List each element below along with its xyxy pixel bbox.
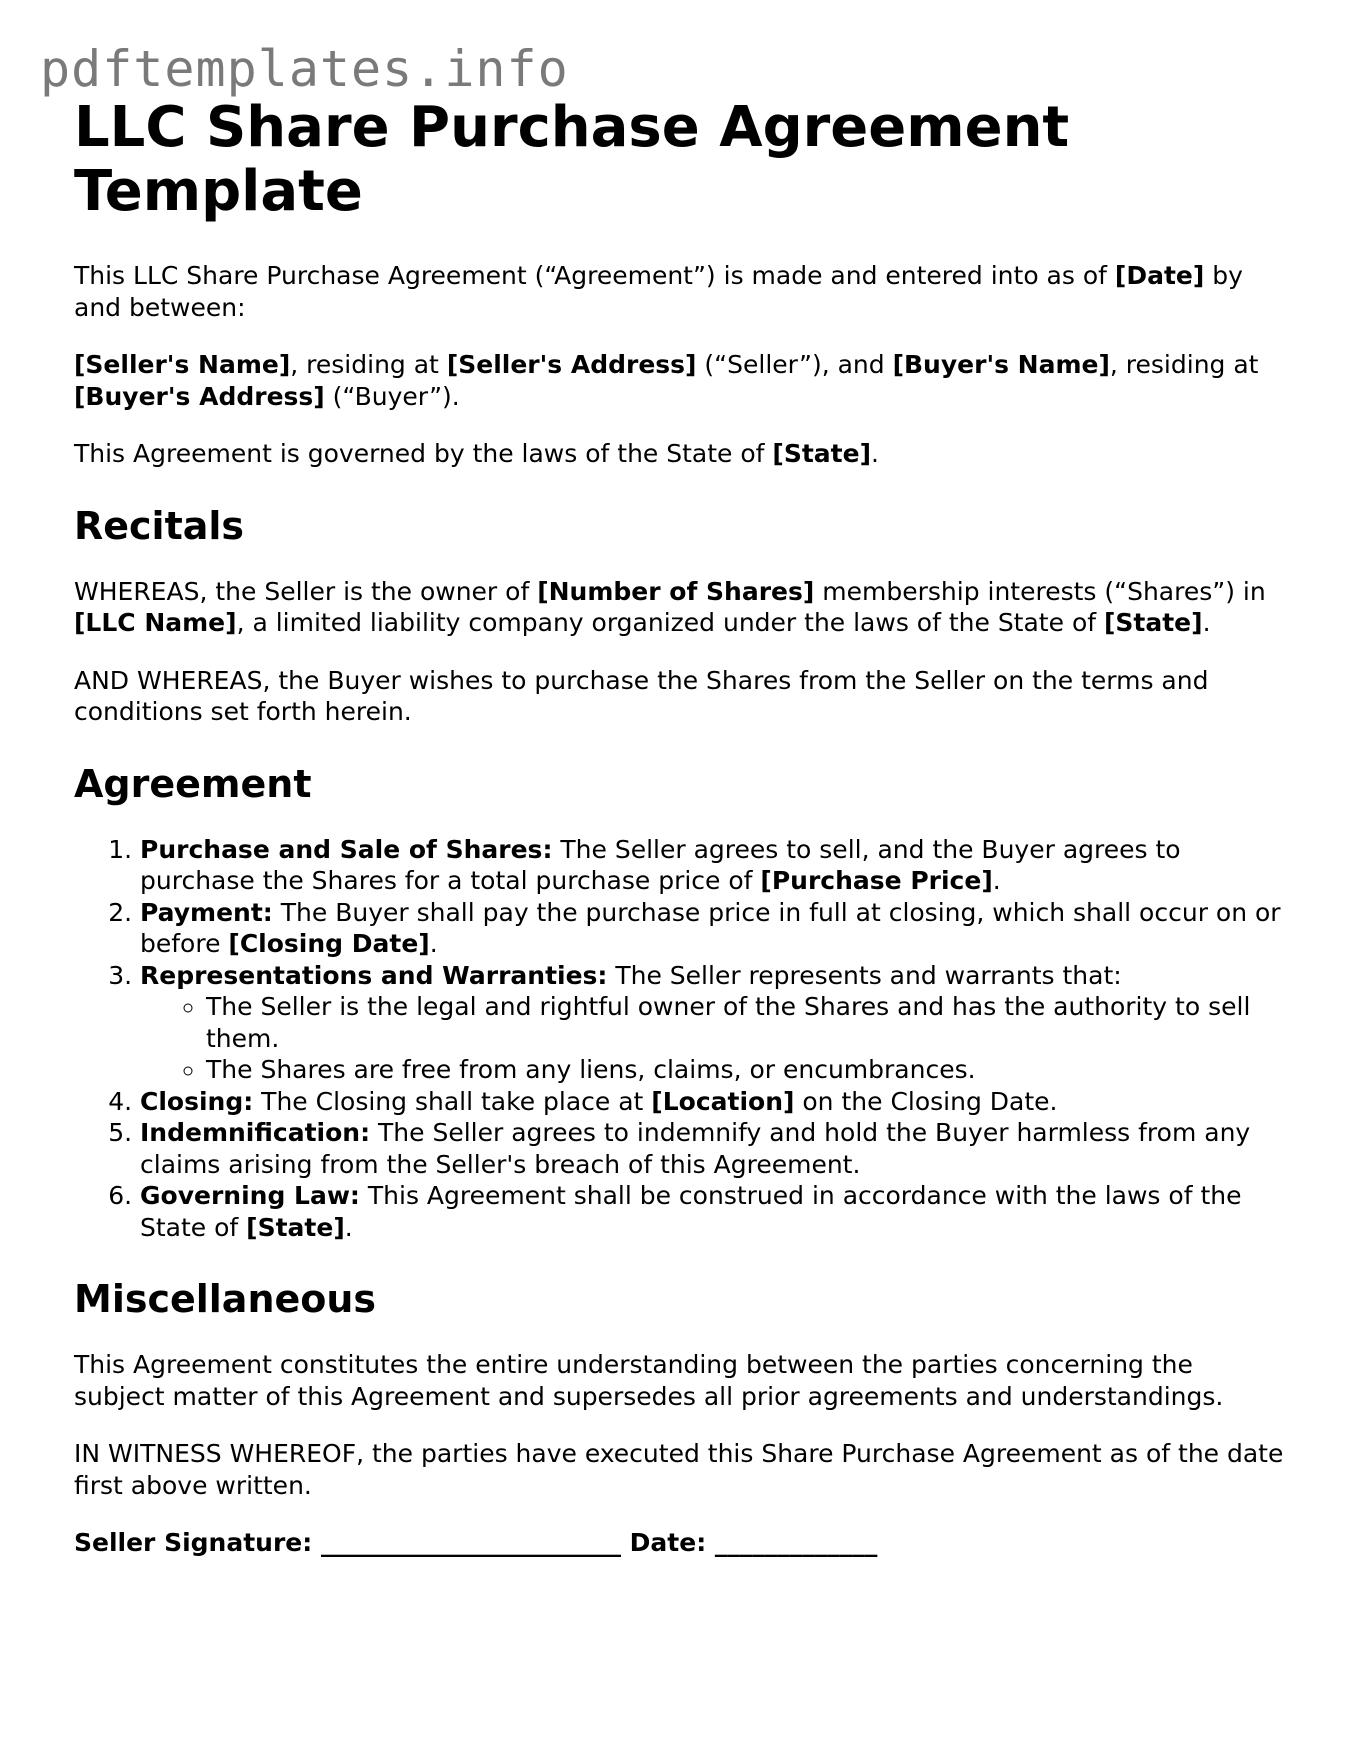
closing-date-placeholder: [Closing Date] <box>228 929 430 958</box>
item-text: This Agreement shall be construed in accordance with the laws of the State of <box>140 1181 1242 1242</box>
recitals-paragraph-2: AND WHEREAS, the Buyer wishes to purchase the Shares from the Seller on the terms and conditions set forth herein. <box>74 665 1209 726</box>
parties-text: (“Buyer”). <box>324 381 460 411</box>
seller-signature-line: Seller Signature: ________________________ Date: _____________ <box>74 1528 878 1557</box>
item-label: Purchase and Sale of Shares: <box>140 834 553 864</box>
sublist-item: ◦ The Shares are free from any liens, claims, or encumbrances. <box>206 1054 1284 1086</box>
date-placeholder: [Date] <box>1114 261 1205 290</box>
list-item-payment <box>140 897 1284 960</box>
misc-paragraph-2: IN WITNESS WHEREOF, the parties have executed this Share Purchase Agreement as of the date first above written. <box>74 1439 1284 1500</box>
state-placeholder: [State] <box>246 1212 345 1242</box>
agreement-list <box>74 834 1284 1244</box>
recitals-paragraph-1 <box>74 576 1284 639</box>
warranties-sublist <box>140 991 1284 1086</box>
item-text: . <box>344 1212 353 1242</box>
list-item-purchase-and-sale <box>140 834 1284 897</box>
governed-paragraph <box>74 438 1284 470</box>
agreement-heading: Agreement <box>74 761 312 806</box>
item-label: Closing: <box>140 1086 254 1116</box>
item-text: The Closing shall take place at <box>253 1086 652 1116</box>
misc-paragraph-1: This Agreement constitutes the entire understanding between the parties concerning the subject matter of this Agreement and supersedes all prior agreements and understandings. <box>74 1350 1224 1411</box>
state-placeholder: [State] <box>772 439 872 468</box>
number-of-shares-placeholder: [Number of Shares] <box>537 576 815 606</box>
seller-name-placeholder: [Seller's Name] <box>74 350 291 379</box>
document-page <box>74 96 1284 1585</box>
state-placeholder: [State] <box>1103 608 1203 637</box>
item-text: The Seller agrees to sell, and the Buyer agrees to purchase the Shares for a total purchase price of <box>140 834 1181 895</box>
list-item-governing-law <box>140 1180 1284 1243</box>
watermark: pdftemplates.info <box>40 40 569 98</box>
item-text: . <box>429 929 438 958</box>
recitals-text: . <box>1202 608 1211 637</box>
miscellaneous-heading: Miscellaneous <box>74 1277 377 1321</box>
governed-text-end: . <box>871 439 879 468</box>
item-text: on the Closing Date. <box>794 1086 1058 1116</box>
parties-text: , residing at <box>290 350 447 379</box>
item-label: Payment: <box>140 897 273 927</box>
recitals-text: , a limited liability company organized under the laws of the State of <box>236 608 1104 637</box>
item-text: . <box>992 866 1001 895</box>
seller-address-placeholder: [Seller's Address] <box>446 350 697 379</box>
purchase-price-placeholder: [Purchase Price] <box>760 866 993 895</box>
item-text: The Seller agrees to indemnify and hold the Buyer harmless from any claims arising from the Seller's breach of this Agreement. <box>140 1118 1251 1179</box>
parties-paragraph <box>74 349 1284 412</box>
item-label: Governing Law: <box>140 1181 360 1210</box>
buyer-address-placeholder: [Buyer's Address] <box>74 381 325 411</box>
item-label: Indemnification: <box>140 1118 371 1147</box>
intro-text: This LLC Share Purchase Agreement (“Agreement”) is made and entered into as of <box>74 261 1115 290</box>
item-label: Representations and Warranties: <box>140 960 608 990</box>
list-item-representations <box>140 960 1284 1086</box>
recitals-text: membership interests (“Shares”) in <box>814 576 1266 606</box>
document-title: LLC Share Purchase Agreement Template <box>74 95 1070 224</box>
list-item-indemnification <box>140 1117 1284 1180</box>
buyer-name-placeholder: [Buyer's Name] <box>892 350 1110 379</box>
recitals-text: WHEREAS, the Seller is the owner of <box>74 576 538 606</box>
recitals-heading: Recitals <box>74 503 245 548</box>
location-placeholder: [Location] <box>651 1086 795 1116</box>
sublist-item: ◦ The Seller is the legal and rightful owner of the Shares and has the authority to sell them. <box>206 991 1284 1054</box>
parties-text: , residing at <box>1109 350 1259 379</box>
list-item-closing <box>140 1086 1284 1118</box>
intro-paragraph <box>74 260 1284 323</box>
item-text: The Buyer shall pay the purchase price in full at closing, which shall occur on or before <box>140 897 1281 958</box>
parties-text: (“Seller”), and <box>696 350 893 379</box>
governed-text: This Agreement is governed by the laws of the State of <box>74 439 773 468</box>
intro-text-end: by and between: <box>74 261 1243 322</box>
llc-name-placeholder: [LLC Name] <box>74 608 237 637</box>
item-text: The Seller represents and warrants that: <box>607 960 1122 990</box>
